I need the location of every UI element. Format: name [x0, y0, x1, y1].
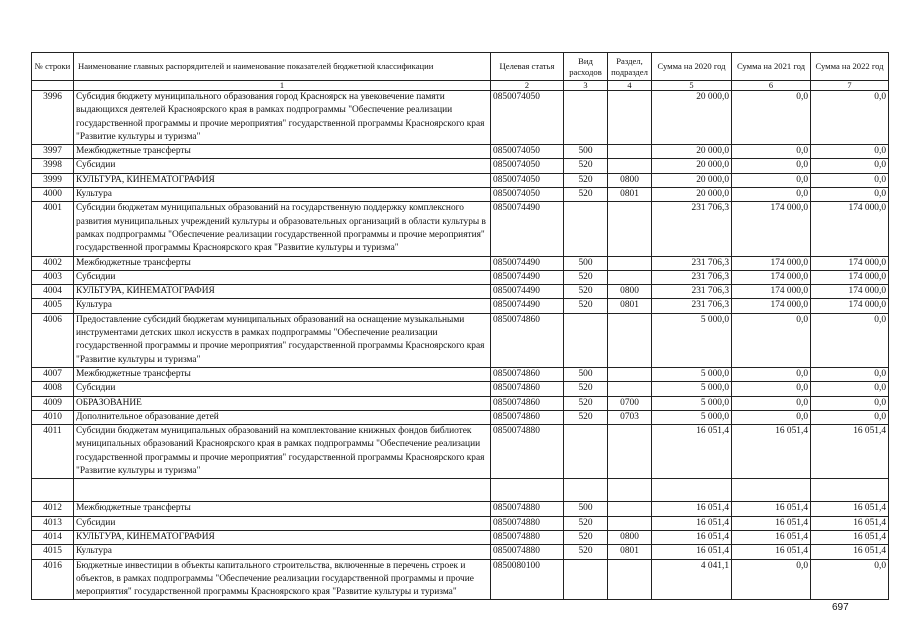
- row-expense-kind: 520: [564, 285, 608, 299]
- row-sum-2020: 5 000,0: [652, 396, 732, 410]
- table-row: [32, 202, 889, 256]
- table-row: [32, 313, 889, 367]
- row-target-code: 0850074490: [491, 256, 564, 270]
- row-expense-kind: 520: [564, 396, 608, 410]
- row-number: 4008: [32, 382, 74, 396]
- row-sum-2022: 0,0: [811, 145, 889, 159]
- column-number: 6: [732, 81, 811, 91]
- row-sum-2021: 174 000,0: [732, 270, 811, 284]
- row-section: [608, 367, 652, 381]
- row-name: Межбюджетные трансферты: [74, 256, 491, 270]
- row-number: 4005: [32, 299, 74, 313]
- row-sum-2022: 0,0: [811, 410, 889, 424]
- row-name: Культура: [74, 188, 491, 202]
- row-target-code: 0850074880: [491, 545, 564, 559]
- row-name: Культура: [74, 545, 491, 559]
- row-target-code: 0850074880: [491, 425, 564, 479]
- row-sum-2021: 0,0: [732, 91, 811, 145]
- row-section: [608, 202, 652, 256]
- row-expense-kind: 520: [564, 516, 608, 530]
- row-expense-kind: [564, 202, 608, 256]
- row-sum-2022: 0,0: [811, 91, 889, 145]
- table-row: [32, 188, 889, 202]
- row-sum-2021: 16 051,4: [732, 516, 811, 530]
- row-expense-kind: 520: [564, 530, 608, 544]
- header-row-no: № строки: [32, 53, 74, 81]
- row-number: 3996: [32, 91, 74, 145]
- row-sum-2021: 0,0: [732, 410, 811, 424]
- row-section: [608, 559, 652, 600]
- row-sum-2022: 174 000,0: [811, 299, 889, 313]
- row-number: 3997: [32, 145, 74, 159]
- table-row: [32, 91, 889, 145]
- row-sum-2022: 174 000,0: [811, 256, 889, 270]
- row-sum-2022: 16 051,4: [811, 545, 889, 559]
- row-name: КУЛЬТУРА, КИНЕМАТОГРАФИЯ: [74, 173, 491, 187]
- row-sum-2022: 16 051,4: [811, 502, 889, 516]
- row-expense-kind: 520: [564, 173, 608, 187]
- row-expense-kind: 500: [564, 256, 608, 270]
- row-target-code: 0850074050: [491, 159, 564, 173]
- row-sum-2020: 5 000,0: [652, 410, 732, 424]
- row-expense-kind: 520: [564, 382, 608, 396]
- row-expense-kind: 520: [564, 545, 608, 559]
- row-section: 0703: [608, 410, 652, 424]
- row-target-code: 0850080100: [491, 559, 564, 600]
- row-sum-2021: 16 051,4: [732, 425, 811, 479]
- row-sum-2021: 174 000,0: [732, 256, 811, 270]
- row-sum-2021: 174 000,0: [732, 202, 811, 256]
- row-expense-kind: [564, 425, 608, 479]
- row-target-code: 0850074860: [491, 382, 564, 396]
- row-sum-2020: 16 051,4: [652, 516, 732, 530]
- row-number: 4009: [32, 396, 74, 410]
- row-section: 0801: [608, 299, 652, 313]
- row-target-code: 0850074880: [491, 516, 564, 530]
- row-target-code: 0850074050: [491, 91, 564, 145]
- column-number: 7: [811, 81, 889, 91]
- header-kind: Вид расходов: [564, 53, 608, 81]
- table-row: [32, 545, 889, 559]
- column-number: 4: [608, 81, 652, 91]
- row-section: [608, 382, 652, 396]
- row-name: Культура: [74, 299, 491, 313]
- spacer-cell: [652, 479, 732, 502]
- row-section: [608, 256, 652, 270]
- row-section: [608, 502, 652, 516]
- row-name: Субсидии: [74, 270, 491, 284]
- row-sum-2021: 0,0: [732, 159, 811, 173]
- row-section: [608, 313, 652, 367]
- row-expense-kind: [564, 313, 608, 367]
- row-target-code: 0850074880: [491, 530, 564, 544]
- row-sum-2021: 0,0: [732, 173, 811, 187]
- row-expense-kind: 520: [564, 159, 608, 173]
- row-sum-2022: 174 000,0: [811, 270, 889, 284]
- row-section: 0700: [608, 396, 652, 410]
- row-number: 4002: [32, 256, 74, 270]
- row-sum-2020: 5 000,0: [652, 313, 732, 367]
- row-expense-kind: [564, 559, 608, 600]
- column-number: 1: [74, 81, 491, 91]
- table-row: [32, 173, 889, 187]
- row-name: ОБРАЗОВАНИЕ: [74, 396, 491, 410]
- table-row: [32, 382, 889, 396]
- row-expense-kind: 520: [564, 299, 608, 313]
- row-section: [608, 159, 652, 173]
- table-row: [32, 299, 889, 313]
- row-sum-2020: 20 000,0: [652, 91, 732, 145]
- row-number: 4014: [32, 530, 74, 544]
- row-sum-2021: 0,0: [732, 188, 811, 202]
- row-name: Субсидия бюджету муниципального образования город Красноярск на увековечение памяти выдающихся деятелей Красноярского края в рамках подпрограммы "Обеспечение реализации государственной программы и прочие мероприятия" государственной программы Красноярского края "Развитие культуры и туризма": [74, 91, 491, 145]
- budget-table: [31, 52, 889, 600]
- row-sum-2021: 16 051,4: [732, 530, 811, 544]
- table-row: [32, 410, 889, 424]
- row-name: Бюджетные инвестиции в объекты капитального строительства, включенные в перечень строек и объектов, в рамках подпрограммы "Обеспечение реализации государственной программы и прочие мероприятия" государственной программы Красноярского края "Развитие культуры и туризма": [74, 559, 491, 600]
- row-sum-2022: 0,0: [811, 159, 889, 173]
- table-row: [32, 396, 889, 410]
- row-sum-2020: 16 051,4: [652, 425, 732, 479]
- table-row: [32, 530, 889, 544]
- row-sum-2022: 0,0: [811, 367, 889, 381]
- table-row: [32, 516, 889, 530]
- row-sum-2021: 0,0: [732, 382, 811, 396]
- page-number: 697: [832, 602, 849, 613]
- row-sum-2022: 0,0: [811, 188, 889, 202]
- row-sum-2022: 16 051,4: [811, 530, 889, 544]
- row-section: [608, 145, 652, 159]
- row-sum-2020: 231 706,3: [652, 270, 732, 284]
- row-target-code: 0850074490: [491, 202, 564, 256]
- row-section: [608, 516, 652, 530]
- row-target-code: 0850074490: [491, 285, 564, 299]
- row-sum-2022: 16 051,4: [811, 516, 889, 530]
- row-sum-2022: 0,0: [811, 173, 889, 187]
- row-name: Межбюджетные трансферты: [74, 502, 491, 516]
- row-sum-2020: 231 706,3: [652, 202, 732, 256]
- header-row: [32, 53, 889, 81]
- row-name: Субсидии: [74, 382, 491, 396]
- header-sum-2021: Сумма на 2021 год: [732, 53, 811, 81]
- header-target: Целевая статья: [491, 53, 564, 81]
- row-expense-kind: 500: [564, 367, 608, 381]
- row-section: [608, 91, 652, 145]
- row-number: 4015: [32, 545, 74, 559]
- row-section: 0800: [608, 530, 652, 544]
- row-sum-2020: 20 000,0: [652, 188, 732, 202]
- spacer-cell: [32, 479, 74, 502]
- row-number: 4001: [32, 202, 74, 256]
- row-section: 0801: [608, 188, 652, 202]
- row-section: 0800: [608, 173, 652, 187]
- row-expense-kind: 520: [564, 270, 608, 284]
- row-sum-2021: 0,0: [732, 559, 811, 600]
- row-sum-2020: 4 041,1: [652, 559, 732, 600]
- row-number: 4007: [32, 367, 74, 381]
- spacer-cell: [564, 479, 608, 502]
- spacer-cell: [608, 479, 652, 502]
- table-row: [32, 425, 889, 479]
- row-section: [608, 270, 652, 284]
- row-target-code: 0850074860: [491, 396, 564, 410]
- spacer-cell: [491, 479, 564, 502]
- row-sum-2020: 16 051,4: [652, 530, 732, 544]
- row-sum-2022: 0,0: [811, 396, 889, 410]
- row-name: Субсидии: [74, 159, 491, 173]
- row-sum-2020: 20 000,0: [652, 145, 732, 159]
- row-section: 0801: [608, 545, 652, 559]
- row-sum-2022: 174 000,0: [811, 202, 889, 256]
- row-name: КУЛЬТУРА, КИНЕМАТОГРАФИЯ: [74, 285, 491, 299]
- row-sum-2020: 5 000,0: [652, 367, 732, 381]
- table-row: [32, 559, 889, 600]
- spacer-cell: [811, 479, 889, 502]
- row-name: КУЛЬТУРА, КИНЕМАТОГРАФИЯ: [74, 530, 491, 544]
- row-target-code: 0850074860: [491, 313, 564, 367]
- table-body: [32, 91, 889, 600]
- row-expense-kind: 500: [564, 502, 608, 516]
- row-number: 4003: [32, 270, 74, 284]
- row-sum-2021: 16 051,4: [732, 545, 811, 559]
- header-sum-2022: Сумма на 2022 год: [811, 53, 889, 81]
- header-sum-2020: Сумма на 2020 год: [652, 53, 732, 81]
- row-sum-2020: 20 000,0: [652, 159, 732, 173]
- row-target-code: 0850074050: [491, 188, 564, 202]
- table-row: [32, 502, 889, 516]
- table-row: [32, 367, 889, 381]
- table-row: [32, 256, 889, 270]
- header-section: Раздел, подраздел: [608, 53, 652, 81]
- row-sum-2020: 231 706,3: [652, 299, 732, 313]
- row-sum-2021: 174 000,0: [732, 285, 811, 299]
- row-target-code: 0850074490: [491, 270, 564, 284]
- row-sum-2021: 0,0: [732, 145, 811, 159]
- row-number: 4006: [32, 313, 74, 367]
- row-sum-2020: 16 051,4: [652, 545, 732, 559]
- row-section: [608, 425, 652, 479]
- row-sum-2022: 174 000,0: [811, 285, 889, 299]
- row-number: 4012: [32, 502, 74, 516]
- table-row: [32, 285, 889, 299]
- row-sum-2022: 0,0: [811, 559, 889, 600]
- row-sum-2020: 231 706,3: [652, 256, 732, 270]
- row-expense-kind: [564, 91, 608, 145]
- row-number: 4010: [32, 410, 74, 424]
- row-target-code: 0850074050: [491, 173, 564, 187]
- table-row: [32, 270, 889, 284]
- row-number: 3998: [32, 159, 74, 173]
- row-expense-kind: 520: [564, 188, 608, 202]
- row-target-code: 0850074860: [491, 410, 564, 424]
- row-number: 3999: [32, 173, 74, 187]
- row-sum-2021: 0,0: [732, 313, 811, 367]
- column-number: 3: [564, 81, 608, 91]
- row-sum-2021: 174 000,0: [732, 299, 811, 313]
- row-target-code: 0850074880: [491, 502, 564, 516]
- header-name: Наименование главных распорядителей и наименование показателей бюджетной классификации: [74, 53, 491, 81]
- column-number-row: [32, 81, 889, 91]
- row-sum-2020: 20 000,0: [652, 173, 732, 187]
- row-name: Межбюджетные трансферты: [74, 367, 491, 381]
- spacer-cell: [74, 479, 491, 502]
- table-row: [32, 145, 889, 159]
- row-sum-2021: 0,0: [732, 396, 811, 410]
- row-name: Субсидии бюджетам муниципальных образований на комплектование книжных фондов библиотек муниципальных образований Красноярского края в рамках подпрограммы "Обеспечение реализации государственной программы и прочие мероприятия" государственной программы Красноярского края "Развитие культуры и туризма": [74, 425, 491, 479]
- row-sum-2021: 0,0: [732, 367, 811, 381]
- row-expense-kind: 520: [564, 410, 608, 424]
- column-number: [32, 81, 74, 91]
- row-number: 4011: [32, 425, 74, 479]
- row-target-code: 0850074860: [491, 367, 564, 381]
- row-sum-2020: 16 051,4: [652, 502, 732, 516]
- row-name: Субсидии бюджетам муниципальных образований на государственную поддержку комплексного развития муниципальных учреждений культуры и образовательных организаций в области культуры в рамках подпрограммы "Обеспечение реализации государственной программы и прочие мероприятия" государственной программы Красноярского края "Развитие культуры и туризма": [74, 202, 491, 256]
- row-sum-2022: 0,0: [811, 382, 889, 396]
- column-number: 5: [652, 81, 732, 91]
- row-sum-2020: 5 000,0: [652, 382, 732, 396]
- spacer-cell: [732, 479, 811, 502]
- row-number: 4013: [32, 516, 74, 530]
- row-name: Субсидии: [74, 516, 491, 530]
- row-target-code: 0850074050: [491, 145, 564, 159]
- row-name: Дополнительное образование детей: [74, 410, 491, 424]
- column-number: 2: [491, 81, 564, 91]
- row-number: 4004: [32, 285, 74, 299]
- row-section: 0800: [608, 285, 652, 299]
- row-name: Предоставление субсидий бюджетам муниципальных образований на оснащение музыкальными инструментами детских школ искусств в рамках подпрограммы "Обеспечение реализации государственной программы и прочие мероприятия" государственной программы Красноярского края "Развитие культуры и туризма": [74, 313, 491, 367]
- row-sum-2021: 16 051,4: [732, 502, 811, 516]
- row-sum-2020: 231 706,3: [652, 285, 732, 299]
- row-target-code: 0850074490: [491, 299, 564, 313]
- row-sum-2022: 16 051,4: [811, 425, 889, 479]
- row-sum-2022: 0,0: [811, 313, 889, 367]
- table-row: [32, 159, 889, 173]
- table-row-spacer: [32, 479, 889, 502]
- row-number: 4016: [32, 559, 74, 600]
- row-expense-kind: 500: [564, 145, 608, 159]
- row-number: 4000: [32, 188, 74, 202]
- row-name: Межбюджетные трансферты: [74, 145, 491, 159]
